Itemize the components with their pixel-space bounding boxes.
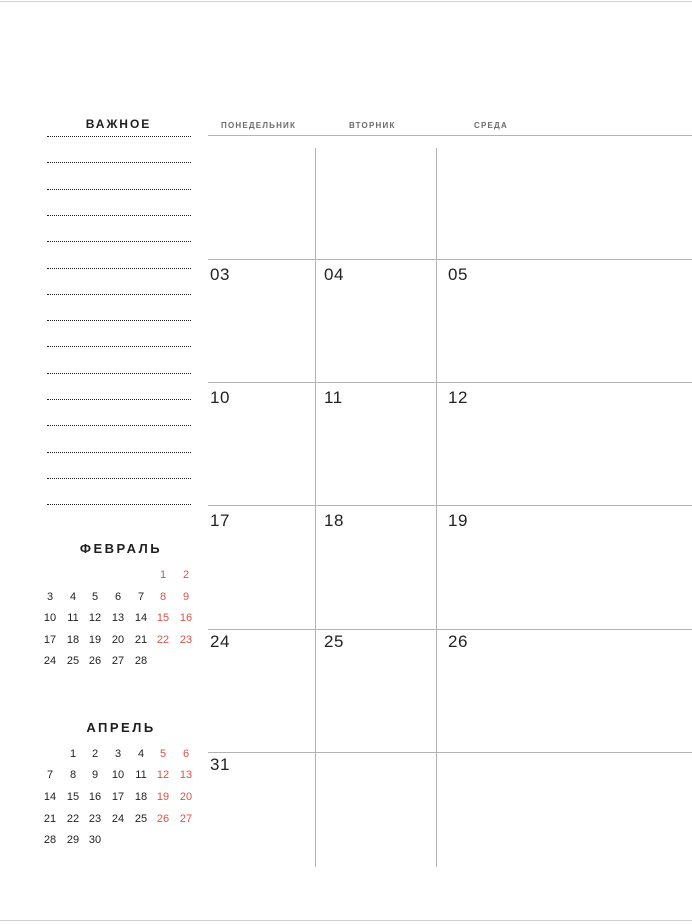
day-number: 05: [448, 265, 468, 284]
mini-calendar-date: 2: [182, 569, 190, 581]
mini-calendar-date: 9: [91, 769, 99, 781]
note-line[interactable]: [47, 189, 191, 190]
day-number: 18: [324, 511, 344, 530]
mini-calendar-title-february: ФЕВРАЛЬ: [79, 541, 163, 556]
note-line[interactable]: [47, 478, 191, 479]
mini-calendar-date: 24: [111, 813, 125, 825]
day-number: 11: [324, 388, 343, 407]
week-divider: [208, 752, 692, 753]
note-line[interactable]: [47, 162, 191, 163]
mini-calendar-date: 7: [137, 591, 145, 603]
mini-calendar-date: 11: [135, 769, 147, 781]
mini-calendar-date: 18: [66, 634, 80, 646]
mini-calendar-date: 21: [43, 813, 57, 825]
mini-calendar-date: 25: [134, 813, 148, 825]
mini-calendar-date: 14: [134, 612, 148, 624]
mini-calendar-date: 24: [43, 655, 57, 667]
mini-calendar-date: 15: [66, 791, 80, 803]
mini-calendar-date: 6: [114, 591, 122, 603]
note-line[interactable]: [47, 452, 191, 453]
mini-calendar-date: 17: [43, 634, 57, 646]
mini-calendar-date: 30: [88, 834, 102, 846]
day-number: 24: [210, 632, 230, 651]
mini-calendar-date: 3: [46, 591, 54, 603]
mini-calendar-date: 4: [137, 748, 145, 760]
note-line[interactable]: [47, 504, 191, 505]
mini-calendar-date: 16: [179, 612, 193, 624]
mini-calendar-date: 28: [134, 655, 148, 667]
mini-calendar-date: 12: [156, 769, 170, 781]
mini-calendar-date: 4: [69, 591, 77, 603]
mini-calendar-date: 20: [111, 634, 125, 646]
mini-calendar-date: 5: [91, 591, 99, 603]
mini-calendar-date: 14: [43, 791, 57, 803]
mini-calendar-date: 12: [88, 612, 102, 624]
day-number: 25: [324, 632, 344, 651]
week-divider: [208, 629, 692, 630]
mini-calendar-date: 27: [111, 655, 125, 667]
mini-calendar-date: 13: [111, 612, 125, 624]
day-header-wednesday: СРЕДА: [474, 121, 508, 130]
mini-calendar-date: 23: [88, 813, 102, 825]
mini-calendar-date: 17: [111, 791, 125, 803]
page-bottom-edge: [0, 920, 692, 921]
mini-calendar-date: 10: [111, 769, 125, 781]
day-column-divider: [315, 148, 316, 867]
mini-calendar-date: 26: [88, 655, 102, 667]
important-title: ВАЖНОЕ: [85, 117, 152, 131]
mini-calendar-date: 28: [43, 834, 57, 846]
mini-calendar-date: 26: [156, 813, 170, 825]
mini-calendar-date: 15: [156, 612, 170, 624]
day-number: 10: [210, 388, 230, 407]
mini-calendar-date: 21: [134, 634, 148, 646]
day-number: 17: [210, 511, 230, 530]
mini-calendar-date: 13: [179, 769, 193, 781]
page-top-edge: [0, 1, 692, 2]
week-divider: [208, 382, 692, 383]
note-line[interactable]: [47, 425, 191, 426]
note-line[interactable]: [47, 373, 191, 374]
day-header-tuesday: ВТОРНИК: [349, 121, 396, 130]
mini-calendar-date: 16: [88, 791, 102, 803]
week-divider: [208, 505, 692, 506]
note-line[interactable]: [47, 241, 191, 242]
note-line[interactable]: [47, 268, 191, 269]
mini-calendar-date: 6: [182, 748, 190, 760]
mini-calendar-date: 29: [66, 834, 80, 846]
note-line[interactable]: [47, 346, 191, 347]
mini-calendar-title-april: АПРЕЛЬ: [86, 720, 156, 735]
day-number: 19: [448, 511, 468, 530]
note-line[interactable]: [47, 320, 191, 321]
mini-calendar-date: 2: [91, 748, 99, 760]
day-number: 03: [210, 265, 230, 284]
day-header-monday: ПОНЕДЕЛЬНИК: [221, 121, 297, 130]
day-column-divider: [436, 148, 437, 867]
mini-calendar-date: 8: [69, 769, 77, 781]
mini-calendar-date: 1: [159, 569, 167, 581]
mini-calendar-date: 1: [69, 748, 77, 760]
mini-calendar-date: 23: [179, 634, 193, 646]
day-number: 31: [210, 755, 230, 774]
day-number: 04: [324, 265, 344, 284]
mini-calendar-date: 5: [159, 748, 167, 760]
note-line[interactable]: [47, 294, 191, 295]
mini-calendar-date: 25: [66, 655, 80, 667]
header-rule: [208, 135, 692, 136]
mini-calendar-date: 3: [114, 748, 122, 760]
note-line[interactable]: [47, 215, 191, 216]
note-line[interactable]: [47, 399, 191, 400]
mini-calendar-date: 18: [134, 791, 148, 803]
mini-calendar-date: 7: [46, 769, 54, 781]
day-number: 12: [448, 388, 468, 407]
day-number: 26: [448, 632, 468, 651]
mini-calendar-date: 19: [88, 634, 102, 646]
note-line[interactable]: [47, 136, 191, 137]
mini-calendar-date: 27: [179, 813, 193, 825]
mini-calendar-date: 19: [156, 791, 170, 803]
week-divider: [208, 259, 692, 260]
mini-calendar-date: 20: [179, 791, 193, 803]
mini-calendar-date: 8: [159, 591, 167, 603]
mini-calendar-date: 10: [43, 612, 57, 624]
mini-calendar-date: 22: [156, 634, 170, 646]
mini-calendar-date: 11: [67, 612, 79, 624]
mini-calendar-date: 22: [66, 813, 80, 825]
mini-calendar-date: 9: [182, 591, 190, 603]
